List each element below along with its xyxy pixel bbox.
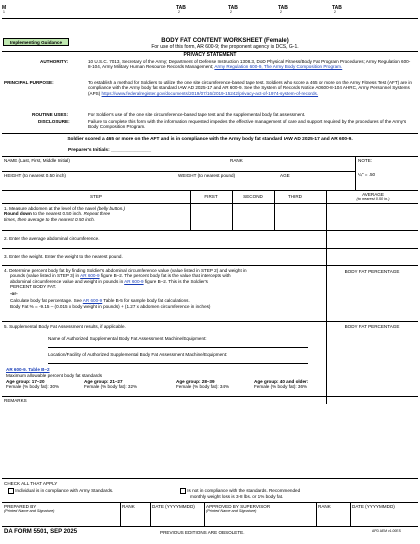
routine-text: For Soldier's use of the one site circumference-based tape test and the supplemental body fat assessment. [88,112,306,117]
divider [316,502,317,526]
col-average-sub: (to nearest 0.50 in.) [356,197,390,201]
tab-1: TAB [176,5,186,11]
prepared-date-field[interactable]: DATE (YYYYMMDD) [152,504,195,509]
ar-600-9-link[interactable]: AR 600-9 [80,273,100,279]
approved-rank-field[interactable]: RANK [318,504,331,509]
step-5: 5. Supplemental Body Fat Assessment results, if applicable. [4,324,126,329]
tab-2: TAB [228,5,238,11]
compliant-label: Individual is in compliance with Army Standards. [15,488,114,494]
step-1-text: 1. Measure abdomen at the level of the navel [4,206,96,211]
equipment-location-field[interactable]: Location/Facility of Authorized Supplemental Body Fat Assessment Machine/Equipment: [48,352,228,357]
authority-label: AUTHORITY: [40,59,68,64]
step-4 [4,268,324,309]
step-1-text-b: to the nearest 0.50 inch. [33,211,83,217]
note-label: NOTE: [358,158,373,163]
step-4-text-c2: figure B–2. This is the Soldier's [144,278,208,284]
preparer-initials[interactable]: Preparer's Initials: _______________ [68,148,152,153]
rule [2,133,418,134]
purpose-body: To establish a method for Soldiers to utilize the one site circumference-based tape test. Soldiers who score a 465 or more on the Army Fitness Test (AFT) are in compliance with the Army body fat standard IAW AD 2025-17 and AR 600-9. See the System of Records Notice A0600-8-104 AHRC, Army Personnel Systems (APS) [88,80,412,96]
step-1-text-italic: (belly button.) [97,206,126,211]
authority-text [88,59,414,70]
step-4-text-b1: pounds (value listed in STEP 3) in [10,273,80,279]
purpose-label: PRINCIPAL PURPOSE: [4,80,54,85]
step-3: 3. Enter the weight. Enter the weight to the nearest pound. [4,254,123,259]
routine-label: ROUTINE USES: [32,112,68,117]
underline [48,347,308,348]
equipment-name-field[interactable]: Name of Authorized Supplemental Body Fat Assessment Machine/Equipment: [48,336,207,341]
form-subtitle: For use of this form, AR 600-9; the proponent agency is DCS, G-1. [151,44,299,50]
divider [190,190,191,230]
approved-by-label: APPROVED BY SUPERVISOR [206,504,271,509]
tab-3: TAB [278,5,288,11]
purpose-text [88,80,414,96]
step-4-text-e1: Calculate body fat percentage. See [10,298,82,304]
authority-link[interactable]: Army Regulation 600-9, The Army Body Composition Program. [214,64,343,70]
noncompliant-label: Is not in compliance with the standards. Recommended [187,488,301,494]
rule [2,396,418,397]
remarks-field[interactable]: REMARKS [4,398,27,403]
divider [326,230,327,404]
noncompliant-checkbox[interactable] [180,488,186,494]
top-rule [2,18,418,19]
divider [232,190,233,230]
approved-by-field[interactable] [206,504,270,514]
tab-m-number: 1 [3,10,5,14]
age-group-2 [84,379,166,390]
prepared-by-sub: (Printed Name and Signature) [4,509,55,514]
age-group-4 [254,379,336,390]
authority-body: 10 U.S.C. 7013, Secretary of the Army; Department of Defense Instruction 1308.3, DoD Physical Fitness/Body Fat Program Procedures; Army Regulation 600-8-104, Army Military Human Resource Records Management; [88,59,411,70]
rule [2,203,418,204]
step-4-text-c1: abdominal circumference value and weight in pounds in [10,278,124,284]
step-4-text-b2: figure B–2. The percent body fat is the value that intercepts with [100,273,231,279]
step-1 [4,206,188,222]
ar-600-9-link[interactable]: AR 600-9 [124,278,144,284]
age-group-1-label: Age group: 17–20 [6,379,45,384]
step-1-italic-b: Repeat three [83,211,111,217]
step-1-bold: Round down [4,211,32,217]
underline [48,363,308,364]
rule [2,171,355,172]
approved-date-field[interactable]: DATE (YYYYMMDD) [352,504,395,509]
form-title: BODY FAT CONTENT WORKSHEET (Female) [161,38,289,44]
tab-1-number: 2 [178,10,180,14]
step-5-result-label: BODY FAT PERCENTAGE [344,324,400,329]
prepared-rank-field[interactable]: RANK [122,504,135,509]
divider [326,190,327,230]
previous-editions: PREVIOUS EDITIONS ARE OBSOLETE. [160,530,245,535]
step-1-text-c: times, then average to the nearest 0.50 inch. [4,216,95,222]
col-second: SECOND [243,194,263,199]
implementing-guidance-button[interactable]: Implementing Guidance [3,38,69,46]
privacy-heading: PRIVACY STATEMENT [183,52,237,58]
compliant-checkbox[interactable] [8,488,14,494]
divider [355,156,356,190]
age-group-1 [6,379,88,390]
noncompliant-label-2: monthly weight loss is 3-8 lbs. or 1% body fat. [190,494,284,499]
tab-3-number: 2 [280,10,282,14]
age-group-3-label: Age group: 28–39 [176,379,215,384]
rule [2,478,418,479]
step-4-text-e2: Table B-5 for sample body fat calculations. [103,298,190,304]
rule [2,190,418,191]
age-field[interactable]: AGE [280,173,290,178]
prepared-by-label: PREPARED BY [4,504,37,509]
step-4-result-label: BODY FAT PERCENTAGE [344,269,400,274]
compliance-note: Soldier scored a 465 or more on the AFT and is in compliance with the Army body fat standard IAW AD 2025-17 and AR 600-9. [67,137,353,142]
divider [120,502,121,526]
apd-version: APD AEM v1.00ES [372,529,401,533]
rule [2,265,418,266]
rank-field[interactable]: RANK [230,158,243,163]
disclosure-text: Failure to complete this form with the information requested impedes the effective management of care and support required by the procedures of the Army's Body Composition Program. [88,119,407,130]
disclosure-label: DISCLOSURE: [38,119,70,124]
divider [204,502,205,526]
divider [350,502,351,526]
divider [150,502,151,526]
height-field[interactable]: HEIGHT (to nearest 0.50 inch) [4,173,66,178]
weight-field[interactable]: WEIGHT (to nearest pound) [178,173,236,178]
step-4-or: -or- [10,291,18,297]
age-group-3 [176,379,258,390]
table-b2-link[interactable]: AR 600-9. Table B–2 [6,367,50,372]
tab-4: TAB [332,5,342,11]
col-third: THIRD [287,194,303,199]
age-group-3-fat: Female (% body fat): 34% [176,384,230,390]
approved-by-sub: (Printed Name and Signature) [206,509,257,514]
age-group-1-fat: Female (% body fat): 30% [6,384,60,390]
compliant-option[interactable] [8,488,113,494]
age-group-4-fat: Female (% body fat): 36% [254,384,308,390]
divider [274,190,275,230]
tab-4-number: 2 [334,10,336,14]
tab-m: M [2,5,7,11]
age-group-2-fat: Female (% body fat): 32% [84,384,138,390]
rule [2,230,418,231]
check-heading: CHECK ALL THAT APPLY [4,481,58,486]
rounding-note: ¼" = .50 [358,172,376,177]
rule [2,502,418,503]
step-4-line-a: 4. Determine percent body fat by finding Soldier's abdominal circumference value (value listed in STEP 2) and weight in [4,268,247,273]
col-average: AVERAGE [362,192,384,197]
rule [2,248,418,249]
table-b2-caption: Maximum allowable percent body fat standards [6,373,103,378]
name-field[interactable]: NAME (Last, First, Middle Initial) [4,158,70,163]
rule [2,526,418,527]
ar-600-9-link[interactable]: AR 600-9 [82,298,103,304]
step-4-formula: Body Fat % = -9.15 – (0.015 x body weight in pounds) + (1.27 x abdomen circumference in inches) [10,303,211,309]
tab-2-number: 2 [230,10,232,14]
form-number: DA FORM 5501, SEP 2025 [4,529,78,535]
step-2: 2. Enter the average abdominal circumference. [4,236,100,241]
age-group-4-label: Age group: 40 and older: [254,379,309,384]
step-4-line-d: PERCENT BODY FAT. [10,283,57,289]
col-step: STEP [90,194,102,199]
purpose-link[interactable]: https://www.federalregister.gov/documents/2019/07/16/2019-15242/privacy-act-of-1974-system-of-records. [101,90,319,96]
col-first: FIRST [204,194,218,199]
rule [2,321,418,322]
prepared-by-field[interactable] [4,504,54,514]
age-group-2-label: Age group: 21–27 [84,379,123,384]
